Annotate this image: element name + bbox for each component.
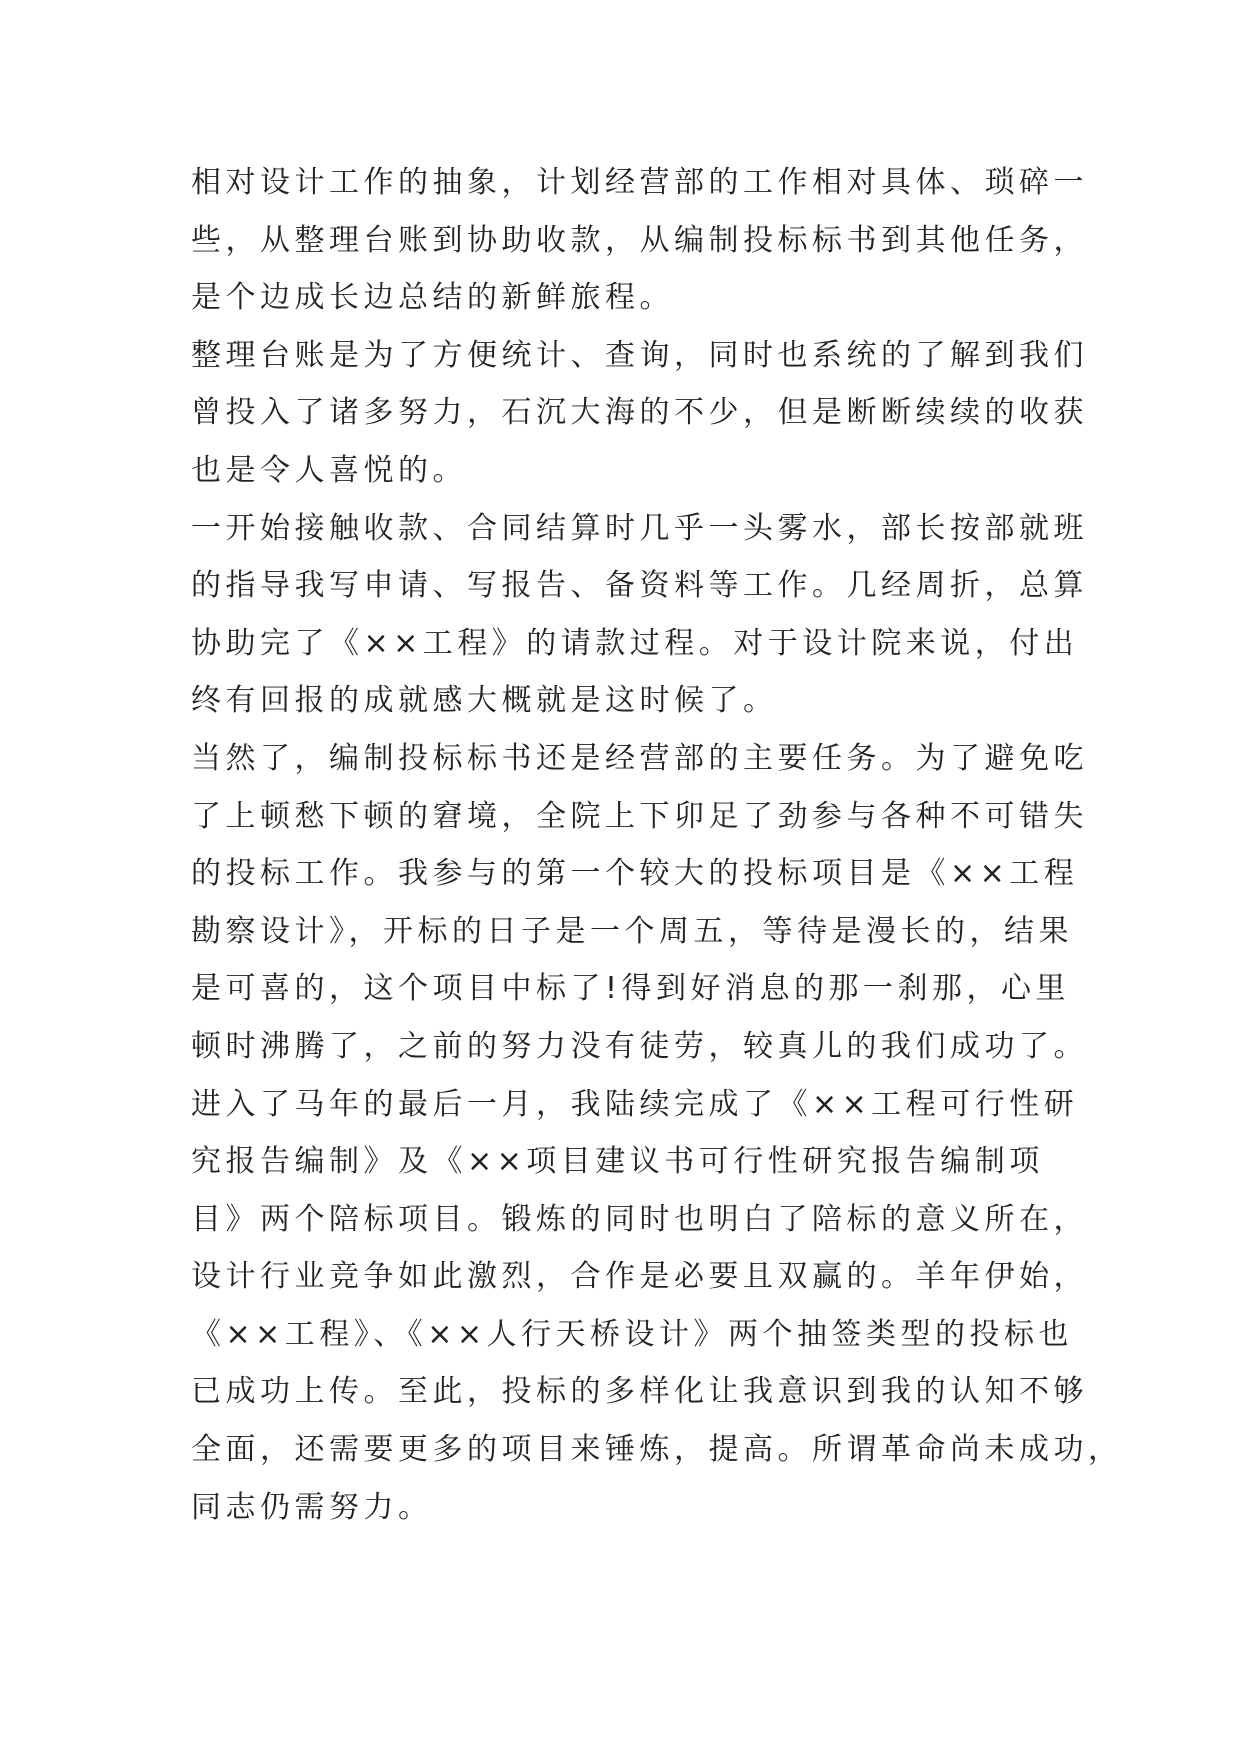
text-line: 目》两个陪标项目。锻炼的同时也明白了陪标的意义所在， bbox=[191, 1201, 1088, 1237]
paragraph bbox=[191, 154, 1091, 327]
text-line: 了上顿愁下顿的窘境，全院上下卯足了劲参与各种不可错失 bbox=[191, 798, 1088, 834]
text-line: 同志仍需努力。 bbox=[191, 1489, 433, 1525]
text-line: 些，从整理台账到协助收款，从编制投标标书到其他任务， bbox=[191, 222, 1088, 258]
text-line: 整理台账是为了方便统计、查询，同时也系统的了解到我们 bbox=[191, 337, 1088, 373]
paragraph bbox=[191, 1076, 1123, 1537]
text-line: 《××工程》、《××人行天桥设计》两个抽签类型的投标也 bbox=[191, 1316, 1074, 1352]
text-line: 一开始接触收款、合同结算时几乎一头雾水，部长按部就班 bbox=[191, 510, 1088, 546]
paragraph bbox=[191, 500, 1091, 730]
text-line: 曾投入了诸多努力，石沉大海的不少，但是断断续续的收获 bbox=[191, 395, 1088, 431]
text-line: 设计行业竞争如此激烈，合作是必要且双赢的。羊年伊始， bbox=[191, 1259, 1088, 1295]
text-line: 的投标工作。我参与的第一个较大的投标项目是《××工程 bbox=[191, 856, 1079, 892]
text-line: 全面，还需要更多的项目来锤炼，提高。所谓革命尚未成功， bbox=[191, 1432, 1123, 1468]
text-line: 已成功上传。至此，投标的多样化让我意识到我的认知不够 bbox=[191, 1374, 1088, 1410]
text-line: 的指导我写申请、写报告、备资料等工作。几经周折，总算 bbox=[191, 568, 1088, 604]
text-line: 进入了马年的最后一月，我陆续完成了《××工程可行性研 bbox=[191, 1086, 1079, 1122]
paragraph bbox=[191, 327, 1091, 500]
text-line: 协助完了《××工程》的请款过程。对于设计院来说，付出 bbox=[191, 625, 1079, 661]
text-line: 究报告编制》及《××项目建议书可行性研究报告编制项 bbox=[191, 1144, 1044, 1180]
paragraph bbox=[191, 730, 1091, 1076]
text-line: 相对设计工作的抽象，计划经营部的工作相对具体、琐碎一 bbox=[191, 165, 1088, 200]
text-line: 也是令人喜悦的。 bbox=[191, 452, 467, 488]
text-line: 是个边成长边总结的新鲜旅程。 bbox=[191, 280, 674, 316]
text-line: 勘察设计》，开标的日子是一个周五，等待是漫长的，结果 bbox=[191, 913, 1073, 949]
text-line: 终有回报的成就感大概就是这时候了。 bbox=[191, 683, 778, 719]
text-line: 是可喜的，这个项目中标了!得到好消息的那一刹那，心里 bbox=[191, 971, 1071, 1007]
body-text bbox=[191, 154, 1123, 1536]
text-line: 当然了，编制投标标书还是经营部的主要任务。为了避免吃 bbox=[191, 740, 1088, 776]
text-line: 顿时沸腾了，之前的努力没有徒劳，较真儿的我们成功了。 bbox=[191, 1028, 1088, 1064]
